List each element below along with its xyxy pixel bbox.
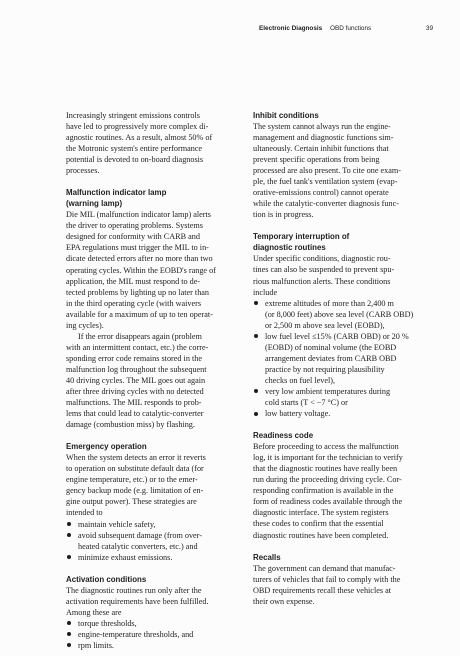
recalls-heading: Recalls xyxy=(253,552,281,562)
list-item: very low ambient temperatures during cold starts (T < −7 °C) or xyxy=(253,386,449,408)
recalls-paragraph: The government can demand that manufac- turers of vehicles that fail to comply with the OBD requirements recall these vehicles at their own expense. xyxy=(253,563,401,606)
activation-list xyxy=(66,618,259,651)
list-item: rpm limits. xyxy=(66,640,259,651)
mil-paragraph-1: Die MIL (malfunction indicator lamp) alerts the driver to operating problems. Systems designed for conformity with CARB and EPA regulations must trigger the MIL to in- dicate detected errors after no more than two operating cycles. Within the EOBD's range of application, the MIL must respond to de- tected problems by lighting up no later than in the third operating cycle (with waivers available for a maximum of up to ten operat- ing cycles). xyxy=(66,210,216,330)
activation-heading: Activation conditions xyxy=(66,574,147,584)
header-section-title: Electronic Diagnosis xyxy=(259,25,323,32)
right-column xyxy=(253,110,449,607)
activation-paragraph: The diagnostic routines run only after the activation requirements have been fulfilled. Among these are xyxy=(66,585,209,617)
mil-heading: Malfunction indicator lamp (warning lamp) xyxy=(66,188,167,209)
list-item: low fuel level ≤15% (CARB OBD) or 20 % (EOBD) of nominal volume (the EOBD arrangement deviates from CARB OBD practice by not requiring plausibility checks on fuel level), xyxy=(253,331,449,386)
page-number: 39 xyxy=(425,25,433,32)
emergency-list xyxy=(66,519,259,563)
temporary-interruption-heading: Temporary interruption of diagnostic routines xyxy=(253,232,350,253)
inhibit-heading: Inhibit conditions xyxy=(253,111,319,120)
list-item: minimize exhaust emissions. xyxy=(66,552,259,563)
emergency-heading: Emergency operation xyxy=(66,442,147,452)
list-item: low battery voltage. xyxy=(253,408,449,419)
list-item: maintain vehicle safety, xyxy=(66,519,259,530)
mil-paragraph-2: If the error disappears again (problem with an intermittent contact, etc.) the corre- sponding error code remains stored in the malfunction log throughout the subsequent 40 driving cycles. The MIL goes out again after three driving cycles with no detected malfunctions. The MIL responds to prob- lems that could lead to catalytic-converter damage (combustion miss) by flashing. xyxy=(66,331,209,430)
left-column xyxy=(66,110,259,651)
list-item: avoid subsequent damage (from over- heated catalytic converters, etc.) and xyxy=(66,530,259,552)
list-item: extreme altitudes of more than 2,400 m (or 8,000 feet) above sea level (CARB OBD) or 2,500 m above sea level (EOBD), xyxy=(253,298,449,331)
temporary-interruption-list xyxy=(253,298,449,420)
readiness-heading: Readiness code xyxy=(253,431,314,441)
readiness-paragraph: Before proceeding to access the malfunction log, it is important for the technician to verify that the diagnostic routines have really been run during the proceeding driving cycle. Cor- responding confirmation is available in the form of readiness codes available through the diagnostic interface. The system registers these codes to confirm that the essential diagnostic routines have been completed. xyxy=(253,442,403,540)
inhibit-paragraph: The system cannot always run the engine- management and diagnostic functions sim- ultaneously. Certain inhibit functions that prevent specific operations from being processed are also present. To cite one exam- ple, the fuel tank's ventilation system (evap- orative-emissions control) cannot operate while the catalytic-converter diagnosis func- tion is in progress. xyxy=(253,122,401,220)
temporary-interruption-paragraph: Under specific conditions, diagnostic rou- tines can also be suspended to prevent spu- rious malfunction alerts. These conditions include xyxy=(253,254,395,297)
running-header xyxy=(0,25,460,37)
list-item: engine-temperature thresholds, and xyxy=(66,629,259,640)
emergency-paragraph: When the system detects an error it reverts to operation on substitute default data (for engine temperature, etc.) or to the emer- gency backup mode (e.g. limitation of en- gine output power). These strategies are intended to xyxy=(66,453,206,518)
list-item: torque thresholds, xyxy=(66,618,259,629)
header-chapter-title: OBD functions xyxy=(330,25,372,32)
intro-paragraph: Increasingly stringent emissions controls have led to progressively more complex di- agnostic routines. As a result, almost 50% of the Motronic system's entire performance potential is devoted to on-board diagnosis processes. xyxy=(66,111,213,176)
